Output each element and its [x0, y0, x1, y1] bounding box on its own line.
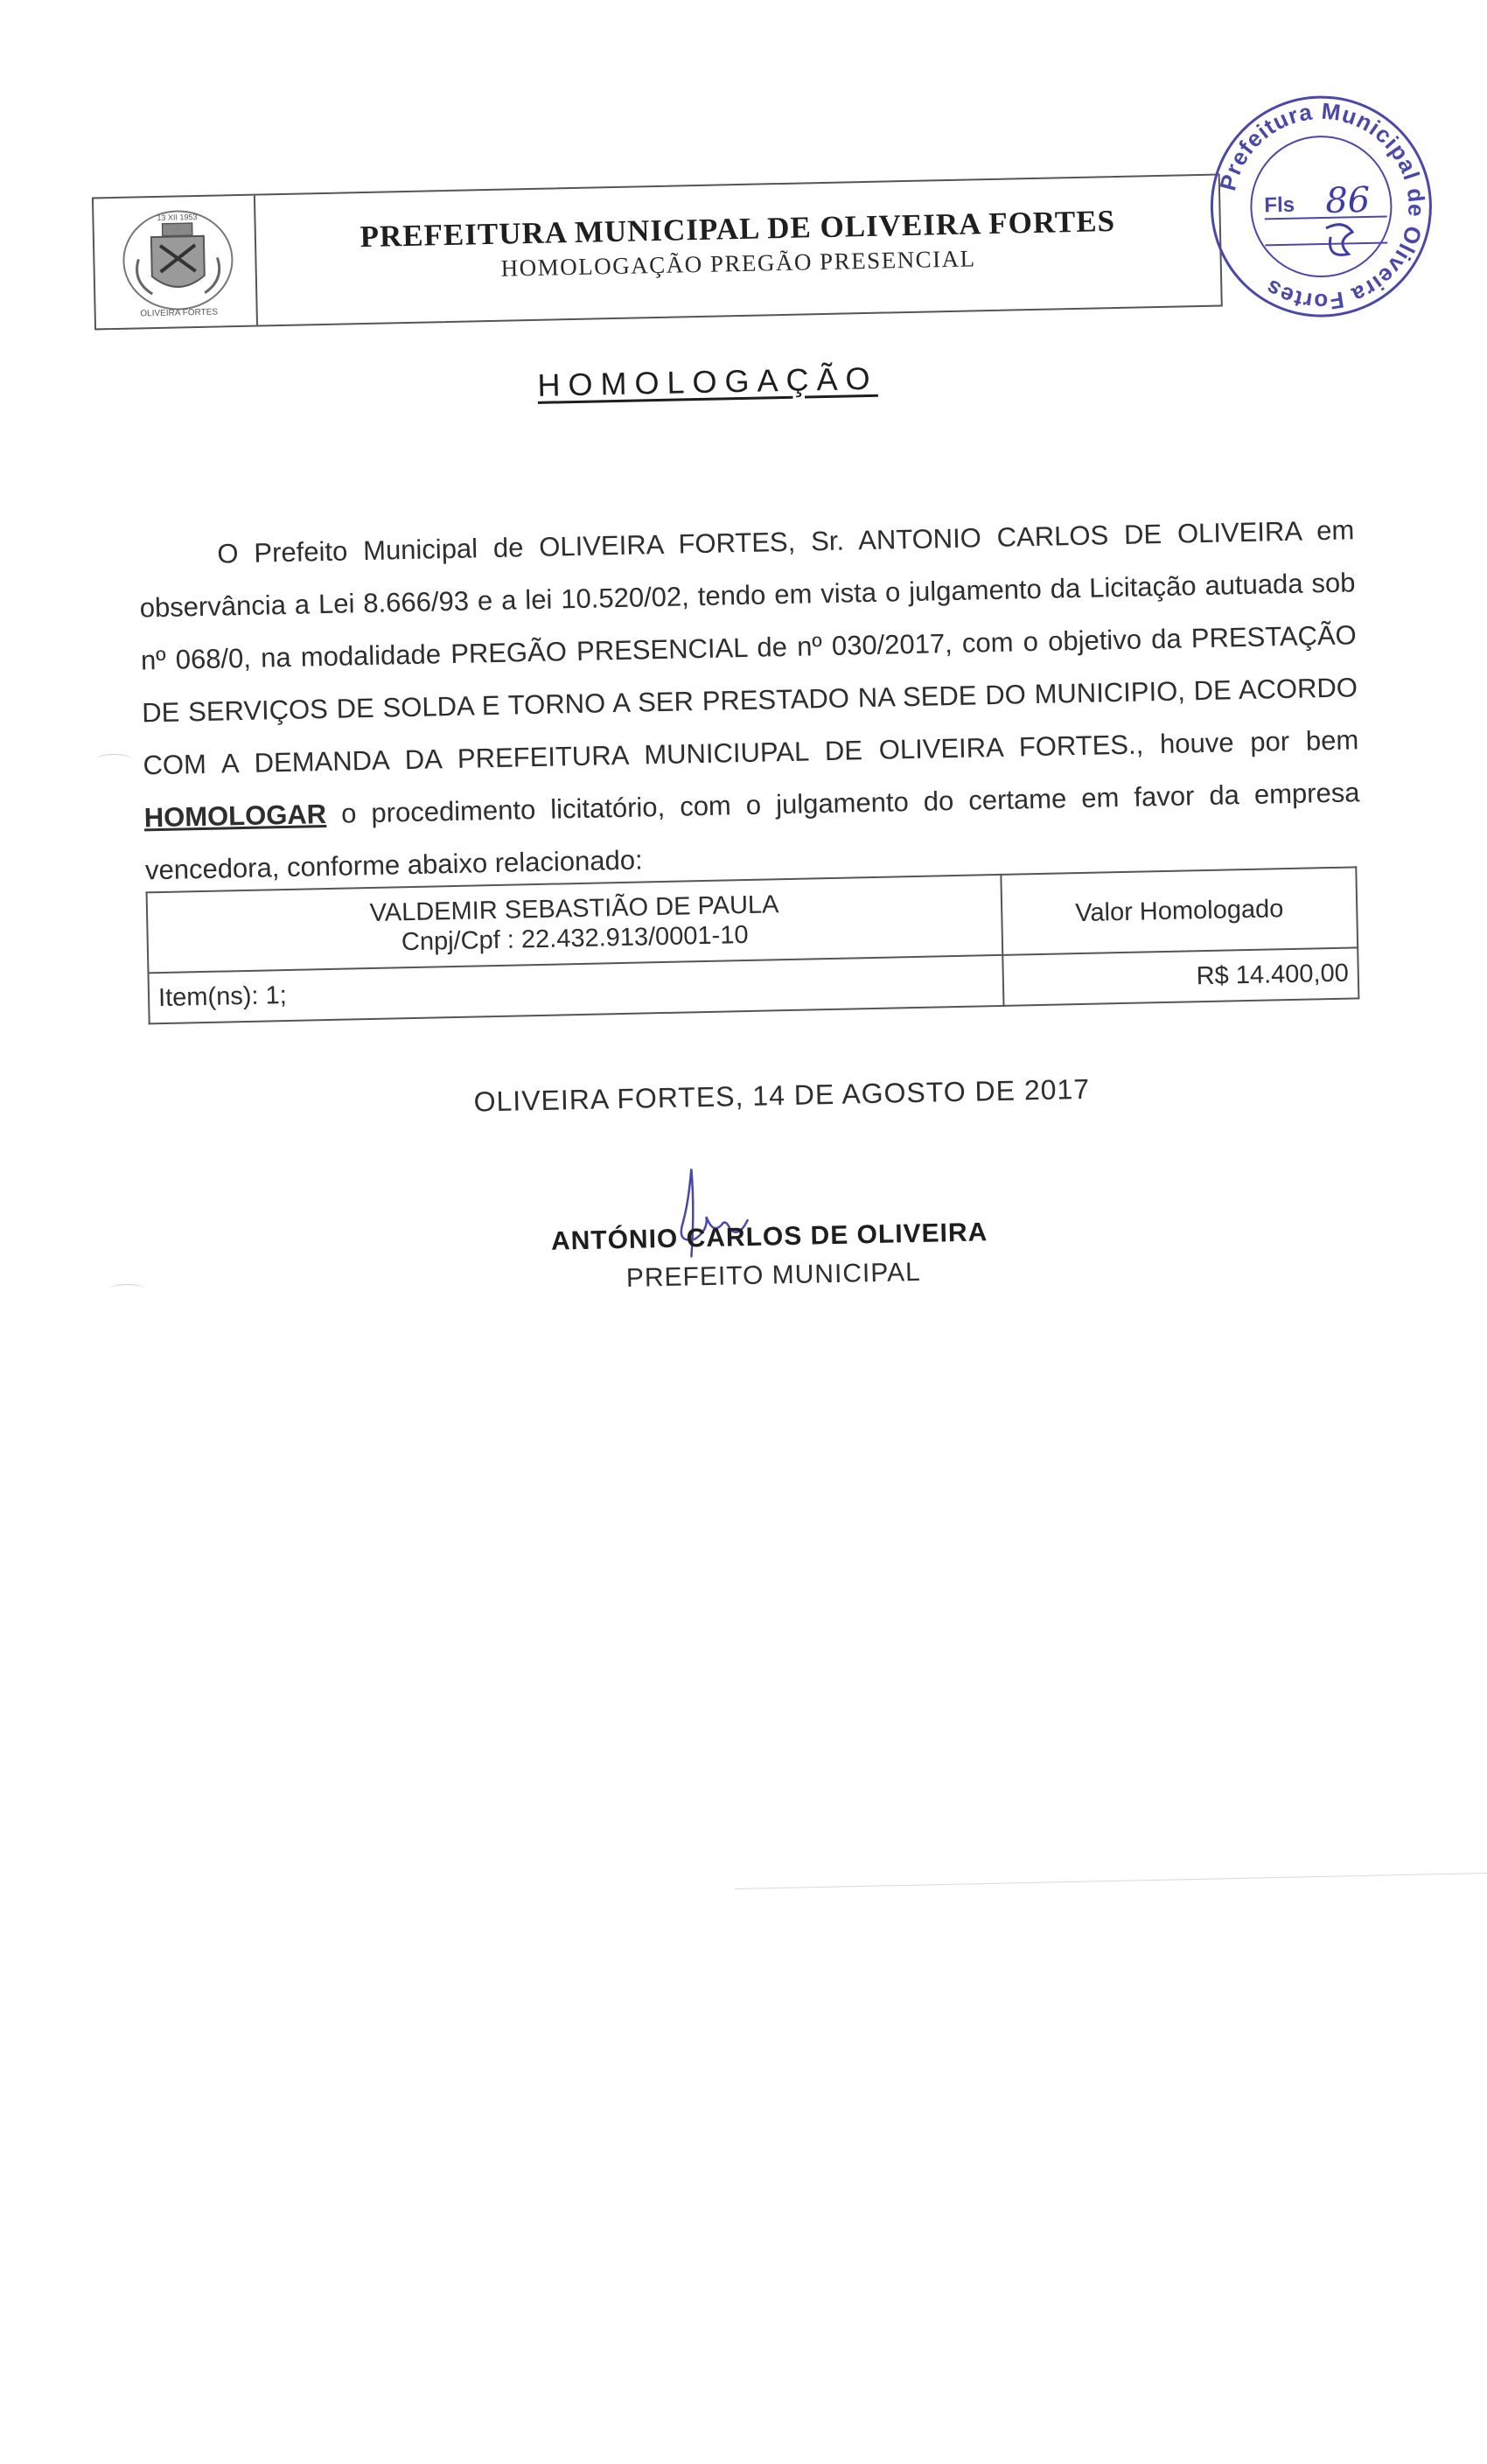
seal-fls-label: Fls: [1264, 192, 1295, 218]
signer-name: ANTÓNIO CARLOS DE OLIVEIRA: [550, 1218, 988, 1256]
vendor-cnpj: Cnpj/Cpf : 22.432.913/0001-10: [401, 920, 749, 957]
document-title: HOMOLOGAÇÃO: [537, 359, 878, 403]
scan-artifact-mark: [96, 754, 131, 764]
page-number-stamp: [1201, 86, 1442, 327]
amount-cell: R$ 14.400,00: [1002, 947, 1358, 1005]
homologation-paragraph: [138, 504, 1361, 897]
homologation-result-table: [146, 866, 1360, 1024]
paragraph-part-1: O Prefeito Municipal de OLIVEIRA FORTES, Sr. ANTONIO CARLOS DE OLIVEIRA em observância a Lei 8.666/93 e a lei 10.520/02, tendo em vista o julgamento da Licitação autuada sob nº 068/0, na modalidade PREGÃO PRESENCIAL de nº 030/2017, com o objetivo da PRESTAÇÃO DE SERVIÇOS DE SOLDA E TORNO A SER PRESTADO NA SEDE DO MUNICIPIO, DE ACORDO COM A DEMANDA DA PREFEITURA MUNICIUPAL DE OLIVEIRA FORTES., houve por bem: [139, 514, 1359, 781]
value-label: Valor Homologado: [1001, 867, 1358, 954]
logo-date: 13 XII 1953: [157, 212, 198, 222]
homologar-keyword: HOMOLOGAR: [143, 799, 327, 834]
seal-initials-scribble: [1326, 224, 1353, 255]
vendor-name: VALDEMIR SEBASTIÃO DE PAULA: [369, 890, 779, 928]
logo-caption: OLIVEIRA FORTES: [140, 307, 219, 319]
coat-of-arms-cell: [94, 196, 258, 329]
seal-ring-text: Prefeitura Municipal de Oliveira Fortes: [1214, 97, 1430, 316]
letterhead: [92, 173, 1223, 330]
paragraph-part-2: o procedimento licitatório, com o julgamento do certame em favor da empresa vencedora, conforme abaixo relacionado:: [144, 777, 1360, 886]
header-subtitle: HOMOLOGAÇÃO PREGÃO PRESENCIAL: [500, 245, 976, 282]
scan-artifact-mark: [109, 1284, 144, 1294]
header-title: PREFEITURA MUNICIPAL DE OLIVEIRA FORTES: [360, 204, 1116, 255]
seal-page-number: 86: [1324, 179, 1371, 221]
place-and-date: OLIVEIRA FORTES, 14 DE AGOSTO DE 2017: [473, 1072, 1091, 1118]
coat-of-arms-logo: [111, 205, 245, 321]
letterhead-text: [255, 176, 1221, 325]
items-cell: Item(ns): 1;: [148, 955, 1003, 1023]
signer-role: PREFEITO MUNICIPAL: [625, 1257, 922, 1293]
